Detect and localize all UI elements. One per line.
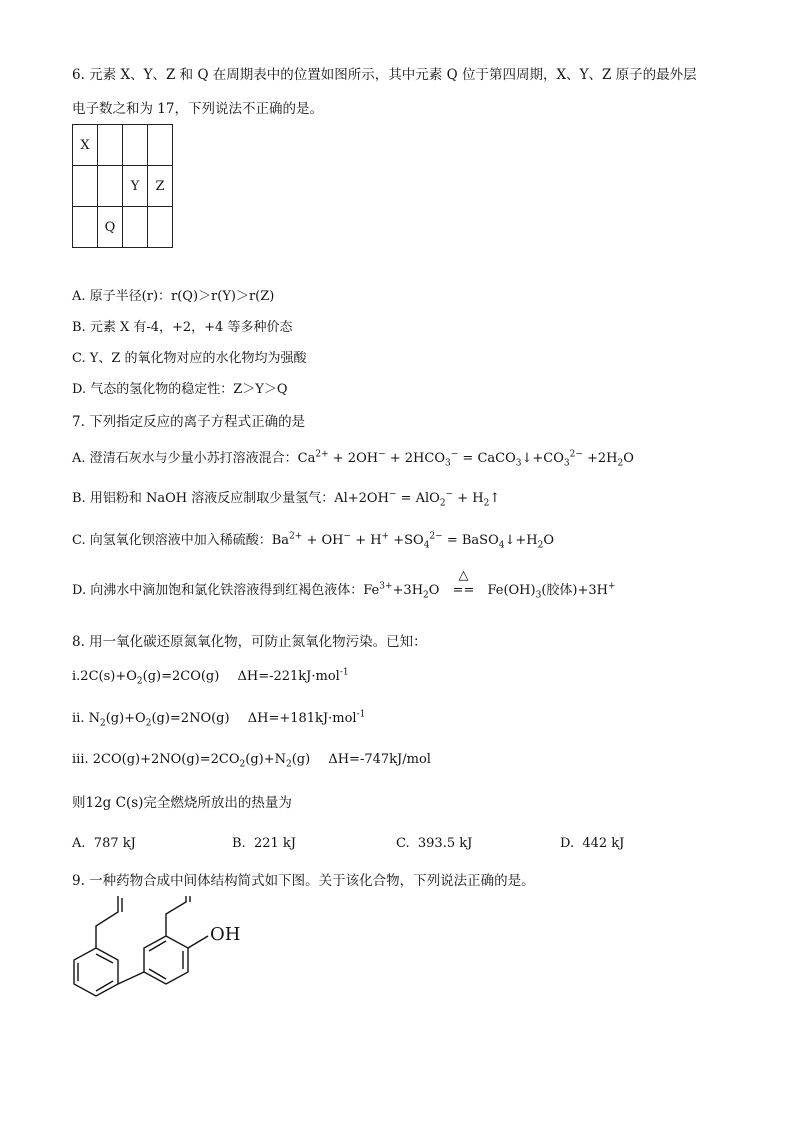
q7-option-a xyxy=(72,450,634,468)
q7-option-d xyxy=(72,568,616,601)
q7-option-b-text: B. 用铝粉和 NaOH 溶液反应制取少量氢气： xyxy=(72,491,335,506)
q8-reaction-i-equation: $2C(s)+O_2(g)=2CO(g)$ xyxy=(80,669,220,687)
q8-option-c: C. 393.5 kJ xyxy=(396,836,473,851)
q7-option-d-equation: $Fe^{3+}+3H_2O$ △ == $Fe(OH)_3$(胶体)+3H+ xyxy=(363,568,616,601)
q8-question-text: 完全燃烧所放出的热量为 xyxy=(143,795,292,811)
oh-label: OH xyxy=(210,924,241,945)
q8-reaction-i-label: ⅰ. xyxy=(72,669,81,684)
q7-option-b-equation: $Al+2OH^- = AlO_2^- + H_2↑$ xyxy=(334,489,501,509)
q6-stem-line1: 6. 元素 X、Y、Z 和 Q 在周期表中的位置如图所示，其中元素 Q 位于第四周期，X、Y、Z 原子的最外层 xyxy=(72,67,697,83)
table-cell xyxy=(148,207,173,248)
table-cell: Y xyxy=(123,166,148,207)
q7-option-c xyxy=(72,532,554,550)
q8-reaction-ii-enthalpy: ΔH=+181kJ·mol$^{-1}$ xyxy=(247,709,366,726)
q7-option-c-equation: $Ba^{2+} + OH^- + H^+ +SO_4^{2-}$ = $BaSO_4↓+H_2O$ xyxy=(271,531,554,551)
table-cell: Z xyxy=(148,166,173,207)
right-allyl-chain xyxy=(166,896,186,936)
q8-reaction-iii-label: ⅲ. xyxy=(72,752,89,767)
table-cell xyxy=(98,166,123,207)
q8-reaction-i-dh: ΔH=-221kJ·mol xyxy=(237,669,340,684)
table-row xyxy=(73,166,173,207)
heat-symbol: △ xyxy=(458,568,469,583)
q8-option-d-value: 442 kJ xyxy=(582,836,625,851)
q8-reaction-ii xyxy=(72,710,365,728)
q7-option-a-equation: $Ca^{2+} + 2OH^- + 2HCO_3^-$ = $CaCO_3↓+CO_3^{2-} +2H_2O$ xyxy=(297,449,634,469)
q8-reaction-i xyxy=(72,668,349,686)
q6-stem-line2: 电子数之和为 17，下列说法不正确的是。 xyxy=(72,101,323,117)
q6-option-c: C. Y、Z 的氧化物对应的水化物均为强酸 xyxy=(72,351,307,366)
table-cell xyxy=(73,207,98,248)
q8-reaction-iii-equation: $2CO(g)+2NO(g)=2CO_2(g)+N_2(g)$ xyxy=(88,752,311,770)
table-row xyxy=(73,207,173,248)
q8-option-a-value: 787 kJ xyxy=(93,836,136,851)
q8-reaction-i-enthalpy: ΔH=-221kJ·mol$^{-1}$ xyxy=(237,667,349,684)
colloid-label: 胶体 xyxy=(546,583,573,598)
table-cell xyxy=(123,125,148,166)
table-cell xyxy=(148,125,173,166)
q8-question: 则12g C(s)完全燃烧所放出的热量为 xyxy=(72,795,292,811)
q7-option-a-text: A. 澄清石灰水与少量小苏打溶液混合： xyxy=(72,451,298,466)
q7-option-d-text: D. 向沸水中滴加饱和氯化铁溶液得到红褐色液体： xyxy=(72,583,364,598)
q8-reaction-ii-dh: ΔH=+181kJ·mol xyxy=(247,711,357,726)
q7-option-b xyxy=(72,490,500,508)
q8-question-prefix: 则12g xyxy=(72,795,116,811)
q8-reaction-ii-label: ⅱ. xyxy=(72,711,85,726)
q6-option-d: D. 气态的氢化物的稳定性：Z＞Y＞Q xyxy=(72,382,288,397)
q7-option-c-text: C. 向氢氧化钡溶液中加入稀硫酸： xyxy=(72,533,272,548)
right-benzene-ring xyxy=(144,936,188,984)
left-allyl-chain xyxy=(96,896,118,948)
q8-option-d: D. 442 kJ xyxy=(560,836,625,851)
q9-stem: 9. 一种药物合成中间体结构简式如下图。关于该化合物，下列说法正确的是。 xyxy=(72,873,535,889)
q8-option-b-value: 221 kJ xyxy=(253,836,296,851)
q8-option-c-value: 393.5 kJ xyxy=(417,836,473,851)
q6-option-a: A. 原子半径(r)：r(Q)＞r(Y)＞r(Z) xyxy=(72,289,275,304)
table-cell xyxy=(123,207,148,248)
q8-option-a: A. 787 kJ xyxy=(72,836,136,851)
left-benzene-ring xyxy=(74,948,118,996)
table-cell xyxy=(73,166,98,207)
heat-arrow: △ == xyxy=(439,582,487,600)
q8-reaction-iii xyxy=(72,751,431,769)
molecule-structure xyxy=(60,896,300,1031)
table-cell xyxy=(98,125,123,166)
q7-stem: 7. 下列指定反应的离子方程式正确的是 xyxy=(72,414,306,430)
table-row xyxy=(73,125,173,166)
table-cell: Q xyxy=(98,207,123,248)
table-cell: X xyxy=(73,125,98,166)
q8-reaction-iii-dh: ΔH=-747kJ/mol xyxy=(328,752,431,767)
q8-option-b: B. 221 kJ xyxy=(232,836,296,851)
periodic-table-fragment xyxy=(72,124,173,248)
q8-reaction-ii-equation: $N_2(g)+O_2(g)=2NO(g)$ xyxy=(84,711,230,729)
q8-stem: 8. 用一氧化碳还原氮氧化物，可防止氮氧化物污染。已知： xyxy=(72,634,427,650)
q6-option-b: B. 元素 X 有-4，+2，+4 等多种价态 xyxy=(72,320,293,335)
